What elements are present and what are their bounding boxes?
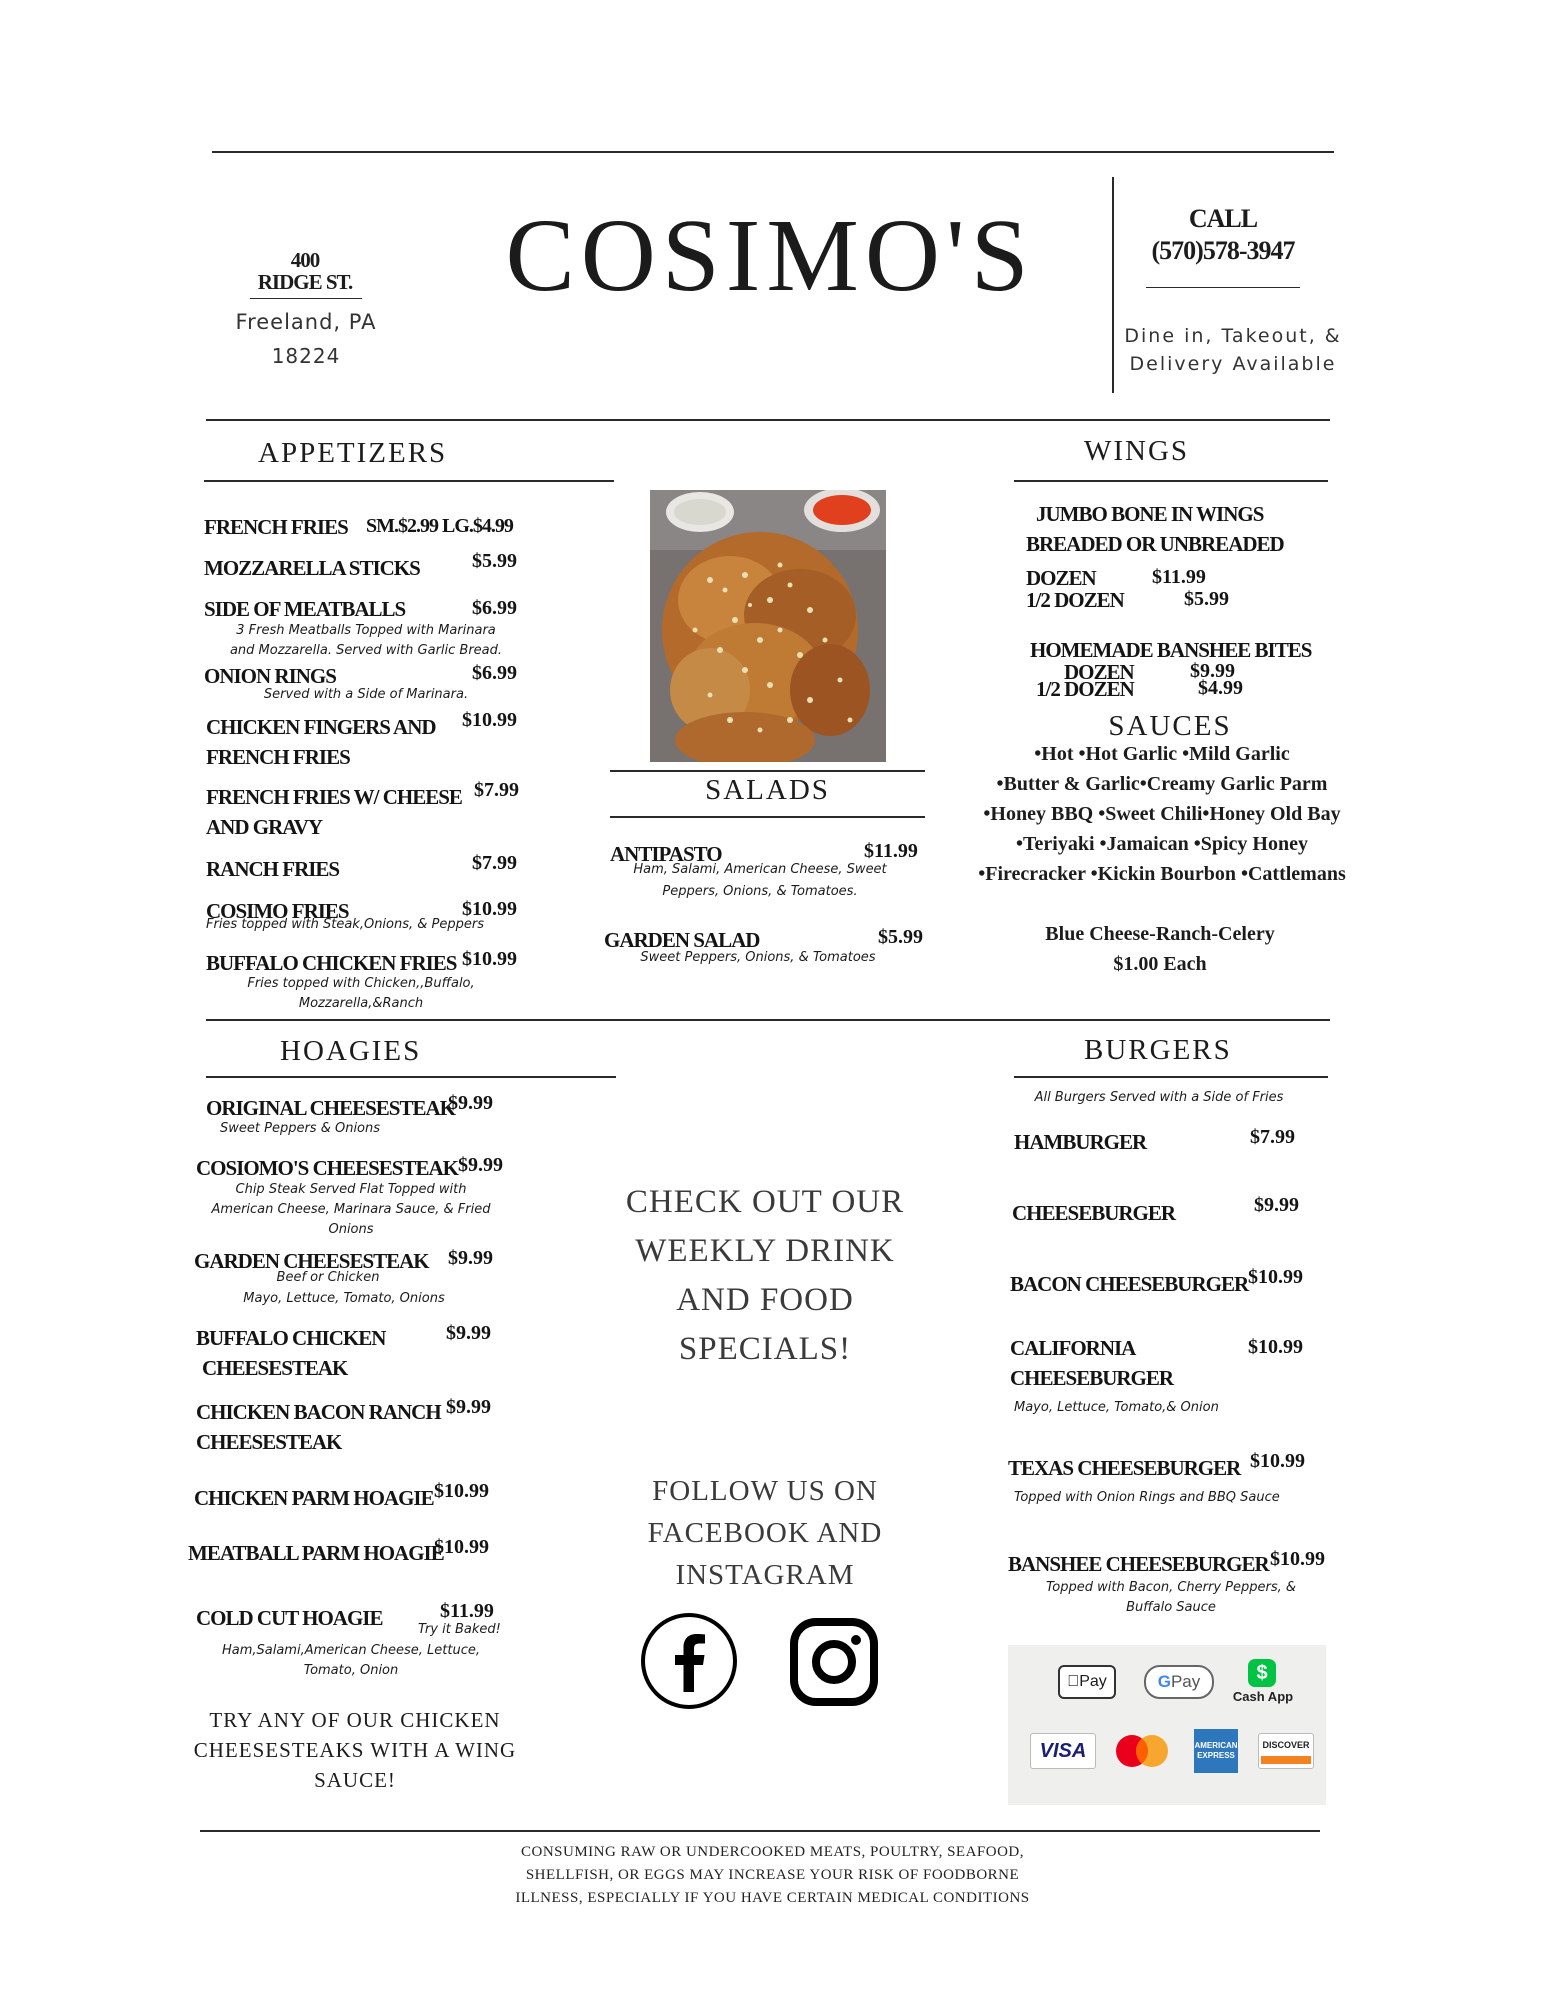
burgers-heading: BURGERS: [1084, 1034, 1232, 1066]
hoagie-meatball-parm: MEATBALL PARM HOAGIE: [188, 1541, 444, 1565]
specials-line-3: AND FOOD: [676, 1282, 854, 1318]
appetizer-fries-cheese-gravy-line-2: AND GRAVY: [206, 815, 323, 839]
burger-banshee-desc-2: Buffalo Sauce: [1126, 1600, 1216, 1615]
service-line-1: Dine in, Takeout, &: [1124, 325, 1342, 347]
appetizer-chicken-fingers-line-2: FRENCH FRIES: [206, 745, 350, 769]
appetizer-ranch-fries: RANCH FRIES: [206, 857, 340, 881]
hoagie-chicken-bacon-ranch-line-2: CHEESESTEAK: [196, 1430, 342, 1454]
follow-line-2: FACEBOOK AND: [647, 1517, 883, 1549]
burger-texas-desc: Topped with Onion Rings and BBQ Sauce: [1014, 1490, 1280, 1505]
wings-rule: [1014, 480, 1328, 482]
appetizer-side-of-meatballs-desc-2: and Mozzarella. Served with Garlic Bread.: [229, 643, 503, 658]
discover-badge: [1258, 1733, 1314, 1769]
hoagie-original-cheesesteak-price: $9.99: [448, 1092, 493, 1114]
salad-garden-salad-price: $5.99: [878, 926, 923, 948]
apple-pay-label: Pay: [1073, 1673, 1101, 1690]
phone-underline: [1146, 287, 1300, 288]
salad-antipasto-price: $11.99: [864, 840, 918, 862]
burgers-subtitle: All Burgers Served with a Side of Fries: [1034, 1090, 1284, 1105]
hoagie-buffalo-chicken-cheesesteak-line-2: CHEESESTEAK: [202, 1356, 348, 1380]
apple-pay-badge: [1058, 1665, 1116, 1699]
address-street: RIDGE ST.: [257, 270, 353, 294]
hoagie-cold-cut-price: $11.99: [440, 1600, 494, 1622]
salads-heading: SALADS: [705, 774, 830, 806]
salad-garden-salad: GARDEN SALAD: [604, 928, 760, 952]
hoagie-tip-line-3: SAUCE!: [314, 1768, 396, 1792]
footer-warning-line-3: ILLNESS, ESPECIALLY IF YOU HAVE CERTAIN MEDICAL CONDITIONS: [515, 1890, 1030, 1906]
footer-warning-line-1: CONSUMING RAW OR UNDERCOOKED MEATS, POULTRY, SEAFOOD,: [521, 1844, 1024, 1860]
wings-photo: [650, 490, 886, 762]
hoagie-original-cheesesteak-desc: Sweet Peppers & Onions: [220, 1121, 381, 1136]
google-pay-label: Pay: [1170, 1672, 1201, 1691]
hoagie-buffalo-chicken-cheesesteak-price: $9.99: [446, 1322, 491, 1344]
sauce-line-5: •Firecracker •Kickin Bourbon •Cattlemans: [978, 863, 1346, 885]
burger-banshee: BANSHEE CHEESEBURGER: [1008, 1552, 1269, 1576]
wings-half-dozen-price: $5.99: [1184, 588, 1229, 610]
hoagie-garden-cheesesteak-desc-2: Mayo, Lettuce, Tomato, Onions: [243, 1291, 445, 1306]
banshee-bites-dozen-price: $9.99: [1190, 660, 1235, 682]
burgers-rule: [1014, 1076, 1328, 1078]
appetizer-fries-cheese-gravy: FRENCH FRIES W/ CHEESE: [206, 785, 462, 809]
hoagie-chicken-parm: CHICKEN PARM HOAGIE: [194, 1486, 434, 1510]
burger-texas-price: $10.99: [1250, 1450, 1305, 1472]
phone-number[interactable]: (570)578-3947: [1151, 236, 1295, 265]
wings-jumbo-line-1: JUMBO BONE IN WINGS: [1036, 502, 1264, 526]
burger-hamburger-price: $7.99: [1250, 1126, 1295, 1148]
appetizers-heading: APPETIZERS: [258, 437, 448, 469]
instagram-icon[interactable]: [790, 1618, 878, 1706]
salads-top-rule: [610, 770, 925, 772]
header-divider: [1112, 177, 1114, 393]
sauce-line-1: •Hot •Hot Garlic •Mild Garlic: [1034, 743, 1290, 765]
appetizer-buffalo-chicken-fries-price: $10.99: [462, 948, 517, 970]
hoagie-cold-cut-desc-2: Tomato, Onion: [303, 1663, 399, 1678]
hoagie-chicken-parm-price: $10.99: [434, 1480, 489, 1502]
sauces-heading: SAUCES: [1108, 710, 1232, 742]
footer-warning-line-2: SHELLFISH, OR EGGS MAY INCREASE YOUR RISK OF FOODBORNE: [525, 1867, 1020, 1883]
salad-antipasto-desc-2: Peppers, Onions, & Tomatoes.: [662, 884, 858, 899]
appetizer-side-of-meatballs-desc: 3 Fresh Meatballs Topped with Marinara: [236, 623, 496, 638]
appetizer-french-fries: FRENCH FRIES: [204, 515, 348, 539]
appetizer-buffalo-chicken-fries: BUFFALO CHICKEN FRIES: [206, 951, 457, 975]
wings-heading: WINGS: [1084, 435, 1190, 467]
appetizer-cosimo-fries-desc: Fries topped with Steak,Onions, & Peppers: [206, 917, 485, 932]
service-line-2: Delivery Available: [1129, 353, 1337, 375]
wing-extras-line-2: $1.00 Each: [1113, 953, 1207, 975]
appetizers-rule: [204, 480, 614, 482]
banshee-bites-half-label: 1/2 DOZEN: [1036, 677, 1134, 701]
sauce-line-3: •Honey BBQ •Sweet Chili•Honey Old Bay: [983, 803, 1341, 825]
hoagie-original-cheesesteak: ORIGINAL CHEESESTEAK: [206, 1096, 456, 1120]
address-city: Freeland, PA: [235, 310, 377, 334]
salad-antipasto: ANTIPASTO: [610, 842, 722, 866]
hoagie-garden-cheesesteak-price: $9.99: [448, 1247, 493, 1269]
wings-dozen-label: DOZEN: [1026, 566, 1096, 590]
wings-dozen-price: $11.99: [1152, 566, 1206, 588]
hoagie-garden-cheesesteak-desc: Beef or Chicken: [276, 1270, 380, 1285]
hoagie-cosiomos-cheesesteak-desc-3: Onions: [328, 1222, 374, 1237]
appetizer-chicken-fingers-price: $10.99: [462, 709, 517, 731]
call-label: CALL: [1188, 204, 1258, 233]
address-number: 400: [290, 248, 320, 272]
appetizer-french-fries-price: SM.$2.99 LG.$4.99: [366, 515, 513, 537]
hoagies-rule: [206, 1076, 616, 1078]
hoagie-cosiomos-cheesesteak: COSIOMO'S CHEESESTEAK: [196, 1156, 458, 1180]
wing-extras-line-1: Blue Cheese-Ranch-Celery: [1045, 923, 1275, 945]
hoagie-chicken-bacon-ranch-price: $9.99: [446, 1396, 491, 1418]
sauce-line-4: •Teriyaki •Jamaican •Spicy Honey: [1016, 833, 1308, 855]
payment-methods-card: [1008, 1645, 1326, 1805]
burger-california-desc: Mayo, Lettuce, Tomato,& Onion: [1014, 1400, 1219, 1415]
hoagie-cosiomos-cheesesteak-desc: Chip Steak Served Flat Topped with: [235, 1182, 467, 1197]
hoagie-cosiomos-cheesesteak-desc-2: American Cheese, Marinara Sauce, & Fried: [211, 1202, 491, 1217]
banshee-bites-dozen-label: DOZEN: [1064, 660, 1134, 684]
amex-badge: [1194, 1729, 1238, 1773]
hoagie-cold-cut-desc: Ham,Salami,American Cheese, Lettuce,: [221, 1643, 481, 1658]
specials-line-1: CHECK OUT OUR: [625, 1184, 905, 1220]
burger-banshee-desc: Topped with Bacon, Cherry Peppers, &: [1045, 1580, 1297, 1595]
middle-rule: [206, 1019, 1330, 1021]
appetizer-cosimo-fries: COSIMO FRIES: [206, 899, 349, 923]
discover-stripe: [1261, 1756, 1311, 1764]
hoagie-buffalo-chicken-cheesesteak: BUFFALO CHICKEN: [196, 1326, 386, 1350]
wings-photo-drawing: [650, 490, 886, 762]
amex-label-1: AMERICAN: [1194, 1741, 1238, 1750]
cashapp-label: Cash App: [1232, 1689, 1294, 1704]
wings-jumbo-line-2: BREADED OR UNBREADED: [1026, 532, 1284, 556]
hoagie-tip-line-1: TRY ANY OF OUR CHICKEN: [209, 1708, 501, 1732]
appetizer-buffalo-chicken-fries-desc: Fries topped with Chicken,,Buffalo,: [247, 976, 475, 991]
footer-rule: [200, 1830, 1320, 1832]
burger-hamburger: HAMBURGER: [1014, 1130, 1147, 1154]
appetizer-onion-rings: ONION RINGS: [204, 664, 336, 688]
mastercard-icon: [1110, 1733, 1174, 1769]
hoagie-chicken-bacon-ranch: CHICKEN BACON RANCH: [196, 1400, 441, 1424]
appetizer-onion-rings-desc: Served with a Side of Marinara.: [263, 687, 469, 702]
salad-garden-salad-desc: Sweet Peppers, Onions, & Tomatoes: [640, 950, 876, 965]
burger-cheeseburger: CHEESEBURGER: [1012, 1201, 1176, 1225]
hoagie-meatball-parm-price: $10.99: [434, 1536, 489, 1558]
visa-badge: [1030, 1733, 1096, 1769]
restaurant-title: COSIMO'S: [505, 198, 1035, 313]
salads-bottom-rule: [610, 816, 925, 818]
wings-half-dozen-label: 1/2 DOZEN: [1026, 588, 1124, 612]
hoagie-tip-line-2: CHEESESTEAKS WITH A WING: [193, 1738, 517, 1762]
discover-label: DISCOVER: [1262, 1740, 1310, 1750]
visa-label: VISA: [1039, 1740, 1087, 1762]
burger-cheeseburger-price: $9.99: [1254, 1194, 1299, 1216]
cashapp-icon: $: [1248, 1659, 1276, 1687]
appetizer-ranch-fries-price: $7.99: [472, 852, 517, 874]
specials-line-4: SPECIALS!: [678, 1331, 852, 1367]
amex-label-2: EXPRESS: [1197, 1751, 1235, 1760]
salad-antipasto-desc: Ham, Salami, American Cheese, Sweet: [633, 862, 887, 877]
header-top-rule: [212, 151, 1334, 153]
hoagie-cold-cut: COLD CUT HOAGIE: [196, 1606, 383, 1630]
address-zip: 18224: [271, 344, 341, 368]
hoagie-garden-cheesesteak: GARDEN CHEESESTEAK: [194, 1249, 429, 1273]
burger-california: CALIFORNIA: [1010, 1336, 1136, 1360]
appetizer-mozzarella-sticks: MOZZARELLA STICKS: [204, 556, 420, 580]
facebook-icon[interactable]: [640, 1612, 738, 1710]
burger-bacon-cheeseburger-price: $10.99: [1248, 1266, 1303, 1288]
google-pay-badge: [1144, 1665, 1214, 1699]
appetizer-side-of-meatballs-price: $6.99: [472, 597, 517, 619]
burger-california-line-2: CHEESEBURGER: [1010, 1366, 1174, 1390]
banshee-bites-title: HOMEMADE BANSHEE BITES: [1030, 638, 1312, 662]
address-underline: [250, 298, 362, 299]
follow-line-1: FOLLOW US ON: [652, 1475, 878, 1507]
hoagie-cosiomos-cheesesteak-price: $9.99: [458, 1154, 503, 1176]
follow-line-3: INSTAGRAM: [675, 1559, 855, 1591]
burger-california-price: $10.99: [1248, 1336, 1303, 1358]
sauce-line-2: •Butter & Garlic•Creamy Garlic Parm: [996, 773, 1328, 795]
appetizer-mozzarella-sticks-price: $5.99: [472, 550, 517, 572]
apple-icon: [1067, 1673, 1079, 1690]
hoagies-heading: HOAGIES: [280, 1035, 422, 1067]
appetizer-cosimo-fries-price: $10.99: [462, 898, 517, 920]
appetizer-buffalo-chicken-fries-desc-2: Mozzarella,&Ranch: [298, 996, 424, 1011]
google-g-icon: G: [1157, 1672, 1171, 1691]
burger-banshee-price: $10.99: [1270, 1548, 1325, 1570]
appetizer-onion-rings-price: $6.99: [472, 662, 517, 684]
specials-line-2: WEEKLY DRINK: [635, 1233, 895, 1269]
hoagie-cold-cut-note: Try it Baked!: [418, 1622, 501, 1637]
appetizer-side-of-meatballs: SIDE OF MEATBALLS: [204, 597, 406, 621]
appetizer-fries-cheese-gravy-price: $7.99: [474, 779, 519, 801]
appetizer-chicken-fingers: CHICKEN FINGERS AND: [206, 715, 436, 739]
header-bottom-rule: [206, 419, 1330, 421]
burger-bacon-cheeseburger: BACON CHEESEBURGER: [1010, 1272, 1249, 1296]
banshee-bites-half-price: $4.99: [1198, 677, 1243, 699]
burger-texas: TEXAS CHEESEBURGER: [1008, 1456, 1241, 1480]
